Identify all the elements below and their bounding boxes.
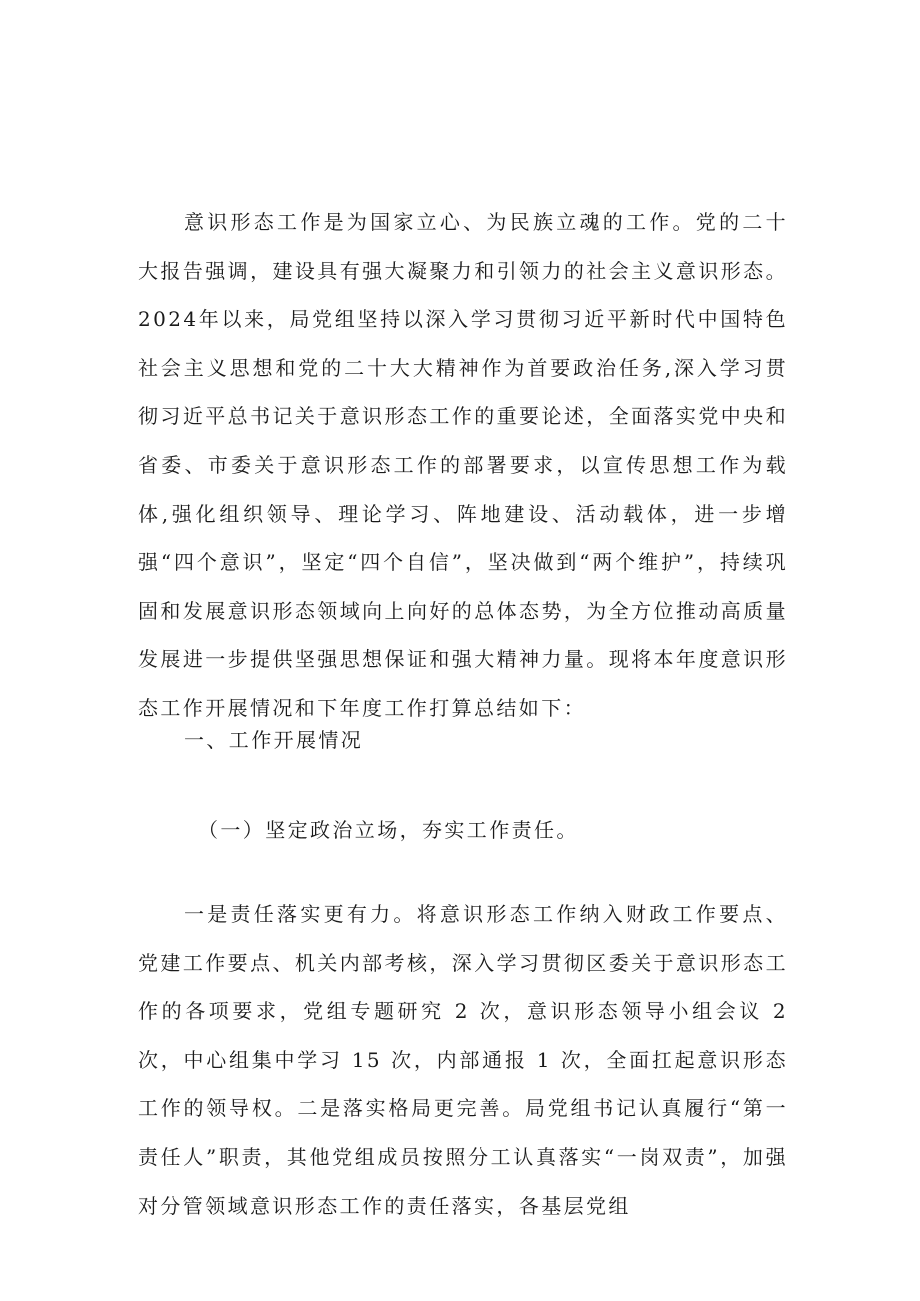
- body-paragraph: 一是责任落实更有力。将意识形态工作纳入财政工作要点、党建工作要点、机关内部考核，深入学习贯彻区委关于意识形态工作的各项要求，党组专题研究 2 次，意识形态领导小组会议 2 次，中心组集中学习 15 次，内部通报 1 次，全面扛起意识形态工作的领导权。二是落实格局更完善。局党组书记认真履行“第一责任人”职责，其他党组成员按照分工认真落实“一岗双责”，加强对分管领域意识形态工作的责任落实，各基层党组: [138, 902, 788, 1218]
- document-body: [138, 198, 788, 1218]
- subsection-heading: （一）坚定政治立场，夯实工作责任。: [198, 818, 579, 842]
- intro-paragraph: 意识形态工作是为国家立心、为民族立魂的工作。党的二十大报告强调，建设具有强大凝聚力和引领力的社会主义意识形态。2024年以来，局党组坚持以深入学习贯彻习近平新时代中国特色社会主义思想和党的二十大大精神作为首要政治任务,深入学习贯彻习近平总书记关于意识形态工作的重要论述，全面落实党中央和省委、市委关于意识形态工作的部署要求，以宣传思想工作为载体,强化组织领导、理论学习、阵地建设、活动载体，进一步增强“四个意识”，坚定“四个自信”，坚决做到“两个维护”，持续巩固和发展意识形态领域向上向好的总体态势，为全方位推动高质量发展进一步提供坚强思想保证和强大精神力量。现将本年度意识形态工作开展情况和下年度工作打算总结如下：: [138, 210, 788, 720]
- section-heading: 一、工作开展情况: [184, 728, 364, 752]
